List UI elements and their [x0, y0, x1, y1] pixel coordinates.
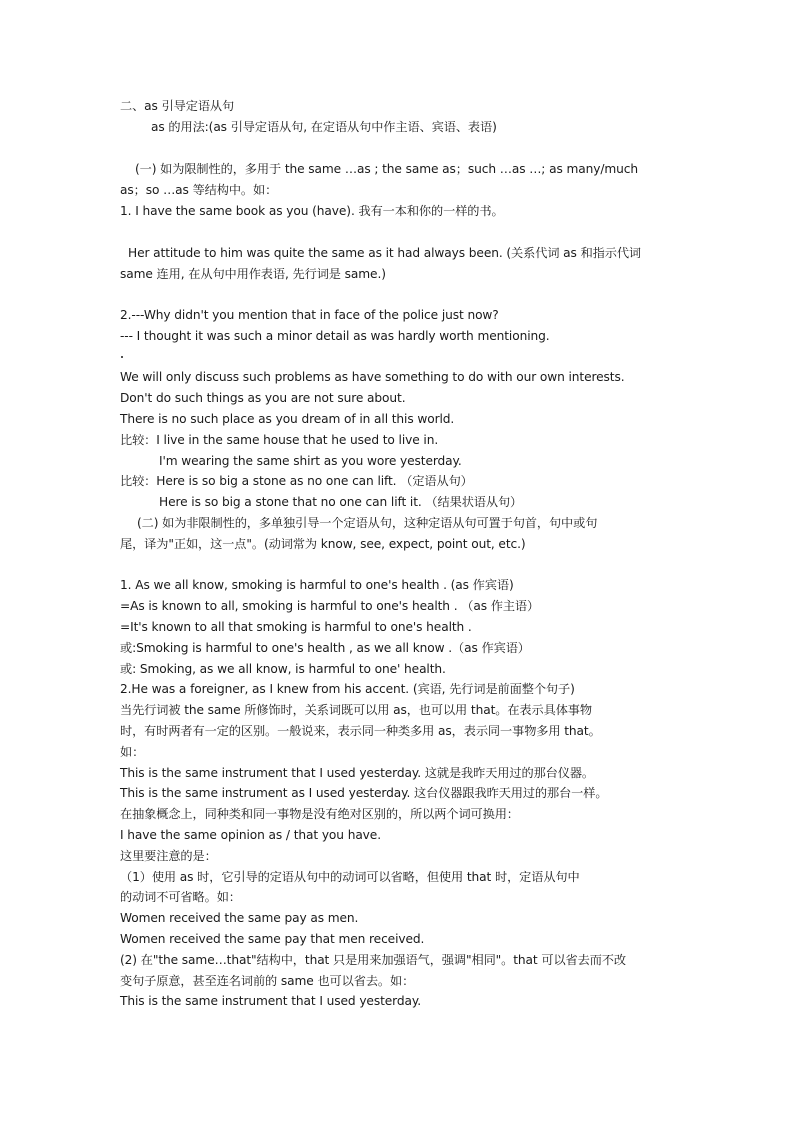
compare-1a: 比较：I live in the same house that he used to live in. [120, 433, 439, 447]
abstract-concept-note: 在抽象概念上，同种类和同一事物是没有绝对区别的，所以两个词可换用： [120, 807, 519, 821]
example-her-attitude-note: same 连用, 在从句中用作表语, 先行词是 same.) [120, 267, 386, 281]
example-such-problems: We will only discuss such problems as have something to do with our own interests. [120, 370, 625, 384]
nonrestrictive-example-1e: 或: Smoking, as we all know, is harmful to one' health. [120, 662, 446, 676]
usage-intro: as 的用法:(as 引导定语从句, 在定语从句中作主语、宾语、表语) [151, 120, 497, 134]
instrument-that-example: This is the same instrument that I used yesterday. 这就是我昨天用过的那台仪器。 [120, 766, 595, 780]
restrictive-heading: (一) 如为限制性的，多用于 the same …as ; the same as；such …as …; as many/much [135, 162, 638, 176]
example-such-place: There is no such place as you dream of in all this world. [120, 412, 455, 426]
example-such-things: Don't do such things as you are not sure about. [120, 391, 406, 405]
compare-1b: I'm wearing the same shirt as you wore yesterday. [159, 454, 462, 468]
nonrestrictive-example-1d: 或:Smoking is harmful to one's health , as we all know .（as 作宾语） [120, 641, 530, 655]
compare-2b: Here is so big a stone that no one can lift it. （结果状语从句） [159, 495, 523, 509]
nonrestrictive-heading-cont: 尾，译为"正如，这一点"。(动词常为 know, see, expect, point out, etc.) [120, 537, 526, 551]
stray-dot [121, 356, 123, 358]
restrictive-heading-cont: as；so …as 等结构中。如： [120, 183, 278, 197]
pay-that-example: Women received the same pay that men received. [120, 932, 425, 946]
nonrestrictive-example-2: 2.He was a foreigner, as I knew from his accent. (宾语, 先行词是前面整个句子) [120, 682, 575, 696]
example-her-attitude: Her attitude to him was quite the same as it had always been. (关系代词 as 和指示代词 [128, 246, 642, 260]
example-2-question: 2.---Why didn't you mention that in face of the police just now? [120, 308, 499, 322]
nonrestrictive-example-1: 1. As we all know, smoking is harmful to one's health . (as 作宾语) [120, 578, 514, 592]
final-example: This is the same instrument that I used yesterday. [120, 994, 422, 1008]
opinion-example: I have the same opinion as / that you have. [120, 828, 381, 842]
note-2: (2) 在"the same…that"结构中，that 只是用来加强语气，强调"相同"。that 可以省去而不改 [120, 953, 626, 967]
section-heading: 二、as 引导定语从句 [120, 99, 235, 113]
note-1: （1）使用 as 时，它引导的定语从句中的动词可以省略，但使用 that 时，定语从句中 [120, 870, 580, 884]
pay-as-example: Women received the same pay as men. [120, 911, 359, 925]
nonrestrictive-example-1c: =It's known to all that smoking is harmful to one's health . [120, 620, 472, 634]
example-1: 1. I have the same book as you (have). 我有一本和你的一样的书。 [120, 204, 504, 218]
such-as-label: 如： [120, 745, 145, 759]
compare-2a: 比较：Here is so big a stone as no one can lift. （定语从句） [120, 474, 473, 488]
same-as-that-explanation: 当先行词被 the same 所修饰时，关系词既可以用 as，也可以用 that。在表示具体事物 [120, 703, 592, 717]
same-as-that-explanation-cont: 时，有时两者有一定的区别。一般说来，表示同一种类多用 as，表示同一事物多用 that。 [120, 724, 601, 738]
example-2-answer: --- I thought it was such a minor detail as was hardly worth mentioning. [120, 329, 550, 343]
note-2-cont: 变句子原意，甚至连名词前的 same 也可以省去。如： [120, 974, 415, 988]
note-1-cont: 的动词不可省略。如： [120, 890, 241, 904]
instrument-as-example: This is the same instrument as I used yesterday. 这台仪器跟我昨天用过的那台一样。 [120, 786, 608, 800]
nonrestrictive-heading: (二) 如为非限制性的，多单独引导一个定语从句，这种定语从句可置于句首，句中或句 [137, 516, 598, 530]
attention-label: 这里要注意的是： [120, 849, 217, 863]
nonrestrictive-example-1b: =As is known to all, smoking is harmful to one's health . （as 作主语） [120, 599, 540, 613]
